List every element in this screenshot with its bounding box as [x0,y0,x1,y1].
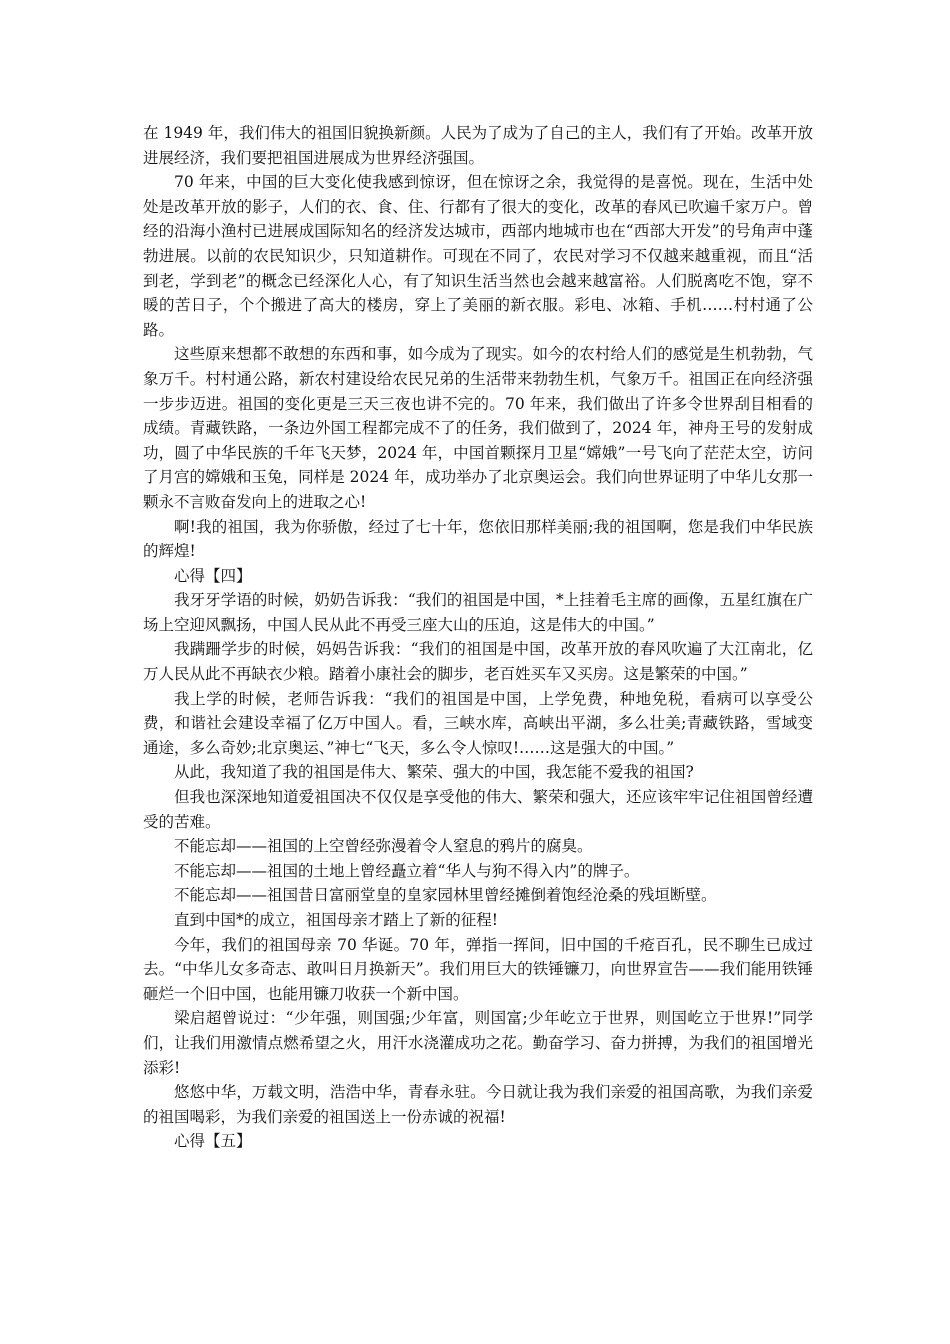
paragraph-mother: 我蹒跚学步的时候，妈妈告诉我：“我们的祖国是中国，改革开放的春风吹遍了大江南北，亿万人民从此不再缺衣少粮。踏着小康社会的脚步，老百姓买车又买房。这是繁荣的中国。” [143,640,813,684]
section-heading-four: 心得【四】 [174,566,252,585]
document-page [143,121,813,1154]
paragraph-liang-qichao: 梁启超曾说过：“少年强，则国强;少年富，则国富;少年屹立于世界，则国屹立于世界!”同学们，让我们用激情点燃希望之火，用汗水浇灌成功之花。勤奋学习、奋力拼搏，为我们的祖国增光添彩! [143,1009,813,1077]
paragraph-blessing: 悠悠中华，万载文明，浩浩中华，青春永驻。今日就让我为我们亲爱的祖国高歌，为我们亲爱的祖国喝彩，为我们亲爱的祖国送上一份赤诚的祝福! [143,1083,813,1126]
paragraph-never-forget-opium: 不能忘却——祖国的上空曾经弥漫着令人窒息的鸦片的腐臭。 [174,837,593,856]
paragraph-countryside: 这些原来想都不敢想的东西和事，如今成为了现实。如今的农村给人们的感觉是生机勃勃，气象万千。村村通公路，新农村建设给农民兄弟的生活带来勃勃生机，气象万千。祖国正在向经济强一步步迈进。祖国的变化更是三天三夜也讲不完的。70 年来，我们做出了许多令世界刮目相看的成绩。青藏铁路，一条边外国工程都完成不了的任务，我们做到了，2024 年，神舟王号的发射成功，圆了中华民族的千年飞天梦，2024 年，中国首颗探月卫星“嫦娥”一号飞向了茫茫太空，访问了月宫的嫦娥和玉兔，同样是 2024 年，成功举办了北京奥运会。我们向世界证明了中华儿女那一颗永不言败奋发向上的进取之心! [143,345,813,511]
paragraph-never-forget-ruins: 不能忘却——祖国昔日富丽堂皇的皇家园林里曾经摊倒着饱经沧桑的残垣断壁。 [174,886,717,905]
paragraph-teacher: 我上学的时候，老师告诉我：“我们的祖国是中国，上学免费，种地免税，看病可以享受公费，和谐社会建设幸福了亿万中国人。看，三峡水库，高峡出平湖，多么壮美;青藏铁路，雪域变通途，多么奇妙;北京奥运、”神七“飞天，多么令人惊叹!……这是强大的中国。” [143,689,813,757]
paragraph-remember-suffering: 但我也深深地知道爱祖国决不仅仅是享受他的伟大、繁荣和强大，还应该牢牢记住祖国曾经遭受的苦难。 [143,788,813,831]
paragraph-1949: 在 1949 年，我们伟大的祖国旧貌换新颜。人民为了成为了自己的主人，我们有了开始。改革开放进展经济，我们要把祖国进展成为世界经济强国。 [143,124,813,167]
paragraph-never-forget-sign: 不能忘却——祖国的土地上曾经矗立着“华人与狗不得入内”的牌子。 [174,861,640,880]
paragraph-love-motherland: 从此，我知道了我的祖国是伟大、繁荣、强大的中国，我怎能不爱我的祖国? [174,763,694,782]
paragraph-new-journey: 直到中国*的成立，祖国母亲才踏上了新的征程! [174,911,498,929]
paragraph-motherland-pride: 啊!我的祖国，我为你骄傲，经过了七十年，您依旧那样美丽;我的祖国啊，您是我们中华民族的辉煌! [143,517,813,561]
paragraph-70th-anniversary: 今年，我们的祖国母亲 70 华诞。70 年，弹指一挥间，旧中国的千疮百孔，民不聊生已成过去。“中华儿女多奇志、敢叫日月换新天”。我们用巨大的铁锤镰刀，向世界宣告——我们能用铁锤砸烂一个旧中国，也能用镰刀收获一个新中国。 [143,935,813,1003]
section-heading-five: 心得【五】 [174,1132,252,1151]
paragraph-grandma: 我牙牙学语的时候，奶奶告诉我：“我们的祖国是中国，*上挂着毛主席的画像，五星红旗在广场上空迎风飘扬，中国人民从此不再受三座大山的压迫，这是伟大的中国。” [143,591,813,634]
paragraph-70-years-change: 70 年来，中国的巨大变化使我感到惊讶，但在惊讶之余，我觉得的是喜悦。现在，生活中处处是改革开放的影子，人们的衣、食、住、行都有了很大的变化，改革的春风已吹遍千家万户。曾经的沿海小渔村已进展成国际知名的经济发达城市，西部内地城市也在“西部大开发”的号角声中蓬勃进展。以前的农民知识少，只知道耕作。可现在不同了，农民对学习不仅越来越重视，而且“活到老，学到老”的概念已经深化人心，有了知识生活当然也会越来越富裕。人们脱离吃不饱，穿不暖的苦日子，个个搬进了高大的楼房，穿上了美丽的新衣服。彩电、冰箱、手机……村村通了公路。 [143,173,813,339]
